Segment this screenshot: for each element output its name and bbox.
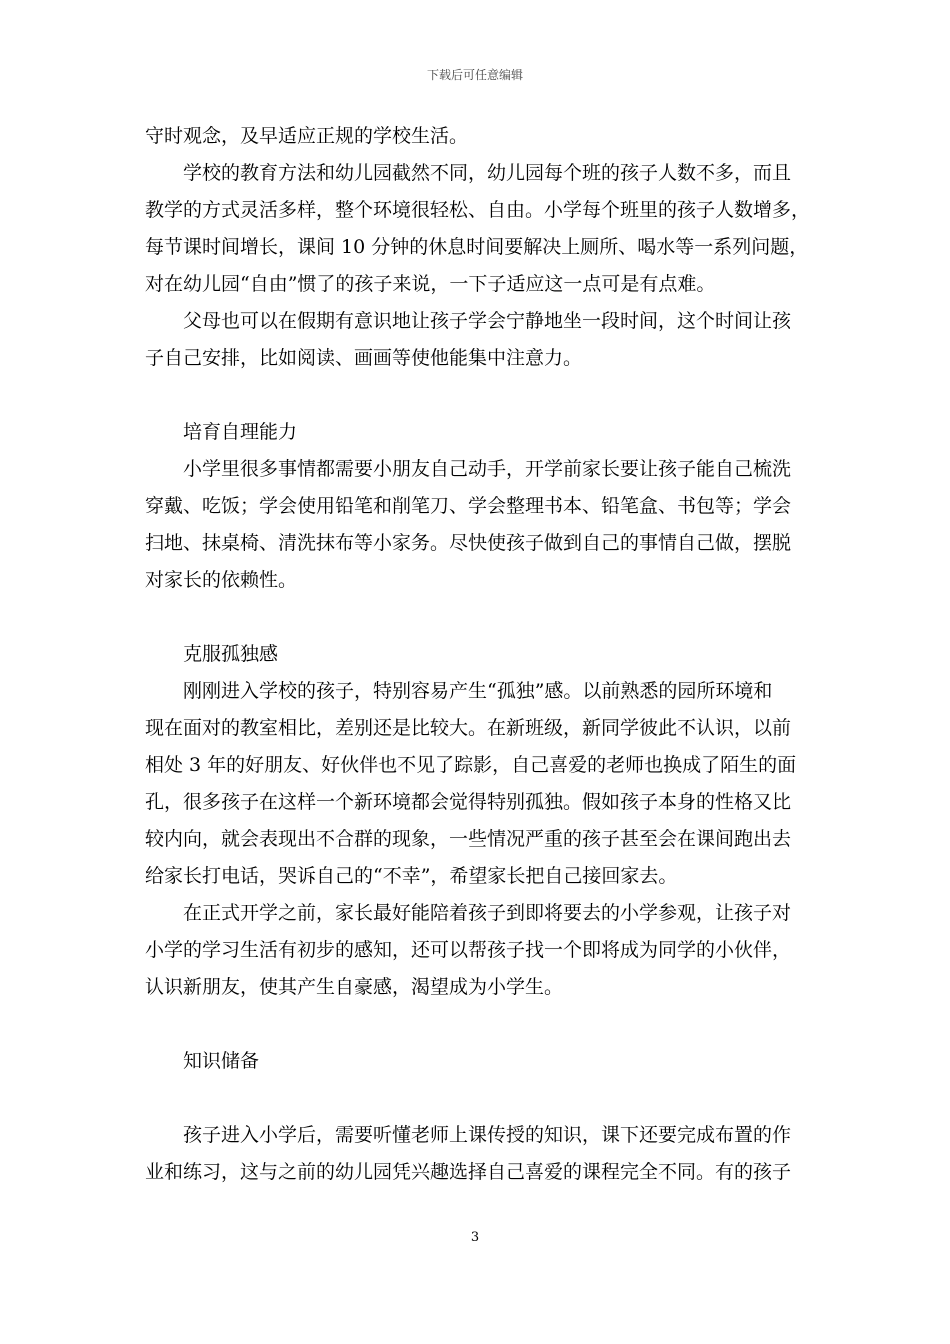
- paragraph-gap: [145, 1080, 810, 1117]
- text-line: 给家长打电话，哭诉自己的“不幸”，希望家长把自己接回家去。: [145, 865, 678, 887]
- text-line: 刚刚进入学校的孩子，特别容易产生“孤独”感。以前熟悉的园所环境和: [183, 680, 773, 702]
- text-line: 在正式开学之前，家长最好能陪着孩子到即将要去的小学参观，让孩子对: [183, 902, 792, 924]
- text-line: 子自己安排，比如阅读、画画等使他能集中注意力。: [145, 347, 583, 369]
- text-line: 较内向，就会表现出不合群的现象，一些情况严重的孩子甚至会在课间跑出去: [145, 828, 792, 850]
- text-line: 教学的方式灵活多样，整个环境很轻松、自由。小学每个班里的孩子人数增多，: [145, 199, 811, 221]
- text-line: 对家长的依赖性。: [145, 569, 298, 591]
- text-line: 父母也可以在假期有意识地让孩子学会宁静地坐一段时间，这个时间让孩: [183, 310, 792, 332]
- paragraph-gap: [145, 1006, 810, 1043]
- text-line: 对在幼儿园“自由”惯了的孩子来说，一下子适应这一点可是有点难。: [145, 273, 716, 295]
- text-line: 孔，很多孩子在这样一个新环境都会觉得特别孤独。假如孩子本身的性格又比: [145, 791, 792, 813]
- text-line: 穿戴、吃饭；学会使用铅笔和削笔刀、学会整理书本、铅笔盒、书包等；学会: [145, 495, 792, 517]
- section-heading: 知识储备: [183, 1050, 260, 1072]
- text-line: 相处 3 年的好朋友、好伙伴也不见了踪影，自己喜爱的老师也换成了陌生的面: [145, 754, 797, 776]
- text-line: 小学的学习生活有初步的感知，还可以帮孩子找一个即将成为同学的小伙伴，: [145, 939, 792, 961]
- text-line: 孩子进入小学后，需要听懂老师上课传授的知识，课下还要完成布置的作: [183, 1124, 792, 1146]
- section-heading: 培育自理能力: [183, 421, 298, 443]
- page-header: 下载后可任意编辑: [426, 68, 523, 82]
- text-line: 学校的教育方法和幼儿园截然不同，幼儿园每个班的孩子人数不多，而且: [183, 162, 792, 184]
- document-body: [145, 118, 810, 1191]
- text-line: 扫地、抹桌椅、清洗抹布等小家务。尽快使孩子做到自己的事情自己做，摆脱: [145, 532, 792, 554]
- text-line: 守时观念，及早适应正规的学校生活。: [145, 125, 469, 147]
- text-line: 每节课时间增长，课间 10 分钟的休息时间要解决上厕所、喝水等一系列问题，: [145, 236, 809, 258]
- paragraph-gap: [145, 599, 810, 636]
- page-number: 3: [470, 1230, 480, 1245]
- text-line: 小学里很多事情都需要小朋友自己动手，开学前家长要让孩子能自己梳洗: [183, 458, 792, 480]
- section-heading: 克服孤独感: [183, 643, 279, 665]
- paragraph-gap: [145, 377, 810, 414]
- text-line: 业和练习，这与之前的幼儿园凭兴趣选择自己喜爱的课程完全不同。有的孩子: [145, 1161, 792, 1183]
- text-line: 现在面对的教室相比，差别还是比较大。在新班级，新同学彼此不认识，以前: [145, 717, 792, 739]
- text-line: 认识新朋友，使其产生自豪感，渴望成为小学生。: [145, 976, 564, 998]
